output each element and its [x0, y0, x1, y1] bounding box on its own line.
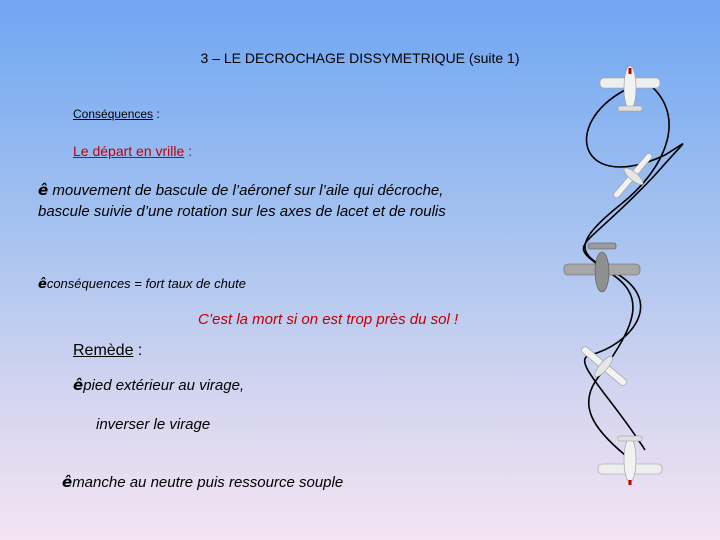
consequences-heading — [73, 107, 160, 121]
warning-text: C’est la mort si on est trop près du sol ! — [198, 311, 459, 328]
aircraft-middle — [564, 243, 640, 292]
remedy-item-reverse: inverser le virage — [96, 416, 211, 433]
arrow-down-icon: ê — [62, 473, 73, 491]
bullet-rotation-line1 — [38, 180, 446, 201]
aircraft-bottom — [598, 436, 662, 485]
bullet-descent-rate — [38, 276, 246, 292]
spin-entry-colon: : — [184, 143, 193, 159]
aircraft-banked-left — [574, 339, 634, 395]
remedy-item-rudder-text: pied extérieur au virage, — [83, 377, 245, 394]
remedy-label: Remède — [73, 342, 134, 359]
remedy-item-rudder — [73, 376, 244, 394]
remedy-item-stick — [62, 473, 343, 491]
arrow-down-icon: ê — [38, 277, 47, 292]
spin-entry-label: Le départ en vrille — [73, 143, 185, 159]
bullet-descent-text: conséquences = fort taux de chute — [46, 276, 246, 291]
arrow-down-icon: ê — [38, 181, 49, 199]
slide-title: 3 – LE DECROCHAGE DISSYMETRIQUE (suite 1) — [200, 50, 520, 66]
spin-entry-heading — [73, 143, 192, 159]
remedy-item-stick-text: manche au neutre puis ressource souple — [72, 474, 344, 491]
consequences-colon: : — [153, 107, 160, 121]
consequences-label: Conséquences — [73, 107, 154, 121]
remedy-colon: : — [133, 342, 143, 359]
bullet-rotation-text1: mouvement de bascule de l’aéronef sur l’aile qui décroche, — [52, 182, 444, 199]
aircraft-top — [600, 66, 660, 111]
bullet-rotation — [38, 180, 446, 222]
arrow-down-icon: ê — [73, 376, 84, 394]
bullet-rotation-line2: bascule suivie d’une rotation sur les axes de lacet et de roulis — [38, 203, 446, 220]
remedy-heading — [73, 342, 142, 360]
spin-illustration — [550, 45, 710, 495]
